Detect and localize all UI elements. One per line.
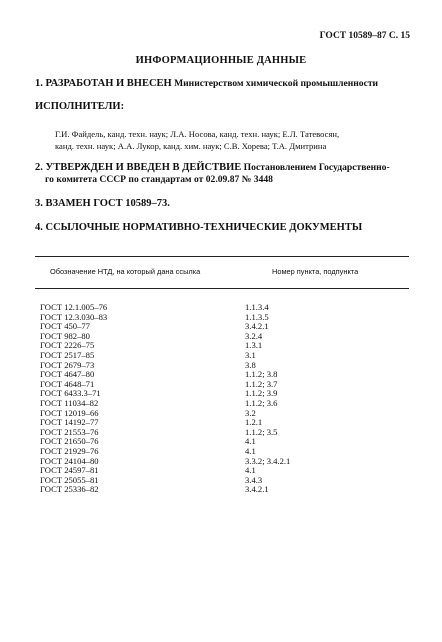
section-2-line-2: го комитета СССР по стандартам от 02.09.87 № 3448 (45, 174, 273, 185)
table-row (0, 417, 442, 427)
ntd-designation: ГОСТ 4648–71 (40, 378, 95, 389)
page-header: ГОСТ 10589–87 С. 15 (319, 31, 410, 41)
ntd-designation: ГОСТ 11034–82 (40, 398, 99, 408)
clause-number: 1.1.3.4 (245, 302, 269, 312)
table-row (0, 484, 442, 494)
ntd-designation: ГОСТ 21650–76 (40, 436, 99, 447)
clause-number: 3.4.2.1 (245, 321, 269, 332)
table-row (0, 436, 442, 446)
table-top-rule (35, 256, 409, 257)
ntd-designation: ГОСТ 2679–73 (40, 359, 95, 370)
executors-caption-text: ИСПОЛНИТЕЛИ: (35, 101, 125, 112)
executors-caption (35, 101, 124, 112)
ntd-designation: ГОСТ 24104–80 (40, 455, 99, 466)
table-row (0, 427, 442, 437)
clause-number: 3.8 (245, 359, 256, 370)
ntd-designation: ГОСТ 6433.3–71 (40, 388, 101, 399)
page-title: ИНФОРМАЦИОННЫЕ ДАННЫЕ (135, 55, 307, 66)
clause-number: 3.4.3 (245, 474, 263, 485)
table-header-ntd: Обозначение НТД, на который дана ссылка (50, 267, 201, 276)
table-row (0, 408, 442, 418)
table-row (0, 398, 442, 408)
ntd-designation: ГОСТ 2517–85 (40, 350, 95, 360)
clause-number: 1.1.3.5 (245, 311, 269, 322)
table-row (0, 360, 442, 370)
section-2-caption: 2. УТВЕРЖДЕН И ВВЕДЕН В ДЕЙСТВИЕ (35, 162, 242, 173)
section-2-line-1 (35, 162, 390, 173)
clause-number: 4.1 (245, 436, 256, 447)
ntd-designation: ГОСТ 14192–77 (40, 417, 99, 428)
section-2-text: Постановлением Государственно- (241, 162, 390, 173)
ntd-designation: ГОСТ 12019–66 (40, 407, 99, 418)
ntd-designation: ГОСТ 21929–76 (40, 446, 99, 456)
section-1 (35, 78, 378, 89)
table-row (0, 379, 442, 389)
clause-number: 1.3.1 (245, 340, 263, 351)
clause-number: 1.1.2; 3.7 (245, 378, 278, 389)
clause-number: 1.1.2; 3.5 (245, 426, 278, 437)
table-row (0, 340, 442, 350)
ntd-designation: ГОСТ 25336–82 (40, 484, 99, 495)
clause-number: 3.1 (245, 350, 256, 360)
table-row (0, 331, 442, 341)
clause-number: 1.2.1 (245, 417, 263, 428)
authors-line-2: канд. техн. наук; А.А. Лукор, канд. хим. наук; С.В. Хорева; Т.А. Дмитрина (55, 141, 327, 151)
clause-number: 1.1.2; 3.9 (245, 388, 278, 399)
table-header-rule (35, 288, 409, 289)
table-row (0, 446, 442, 456)
ntd-designation: ГОСТ 24597–81 (40, 465, 99, 476)
ntd-designation: ГОСТ 12.1.005–76 (40, 302, 108, 312)
clause-number: 1.1.2; 3.6 (245, 398, 278, 408)
table-row (0, 388, 442, 398)
table-row (0, 302, 442, 312)
table-header-clause: Номер пункта, подпункта (272, 267, 359, 276)
table-row (0, 312, 442, 322)
ntd-designation: ГОСТ 450–77 (40, 321, 90, 332)
table-row (0, 465, 442, 475)
ntd-designation: ГОСТ 25055–81 (40, 474, 99, 485)
ntd-designation: ГОСТ 21553–76 (40, 426, 99, 437)
clause-number: 3.3.2; 3.4.2.1 (245, 455, 291, 466)
section-1-caption: 1. РАЗРАБОТАН И ВНЕСЕН (35, 78, 172, 89)
authors-line-1: Г.И. Файдель, канд. техн. наук; Л.А. Носова, канд. техн. наук; Е.Л. Татевосян, (55, 129, 340, 139)
ntd-designation: ГОСТ 982–80 (40, 330, 90, 341)
table-row (0, 369, 442, 379)
table-row (0, 321, 442, 331)
ntd-designation: ГОСТ 4647–80 (40, 369, 95, 380)
ntd-designation: ГОСТ 2226–75 (40, 340, 95, 351)
clause-number: 3.2 (245, 407, 256, 418)
clause-number: 3.2.4 (245, 330, 263, 341)
section-1-text: Министерством химической промышленности (171, 78, 379, 89)
section-3: 3. ВЗАМЕН ГОСТ 10589–73. (35, 198, 170, 209)
clause-number: 1.1.2; 3.8 (245, 369, 278, 380)
clause-number: 4.1 (245, 446, 256, 456)
table-row (0, 456, 442, 466)
ntd-designation: ГОСТ 12.3.030–83 (40, 311, 108, 322)
table-row (0, 475, 442, 485)
section-4: 4. ССЫЛОЧНЫЕ НОРМАТИВНО-ТЕХНИЧЕСКИЕ ДОКУМЕНТЫ (35, 222, 363, 233)
clause-number: 3.4.2.1 (245, 484, 269, 495)
table-row (0, 350, 442, 360)
clause-number: 4.1 (245, 465, 256, 476)
